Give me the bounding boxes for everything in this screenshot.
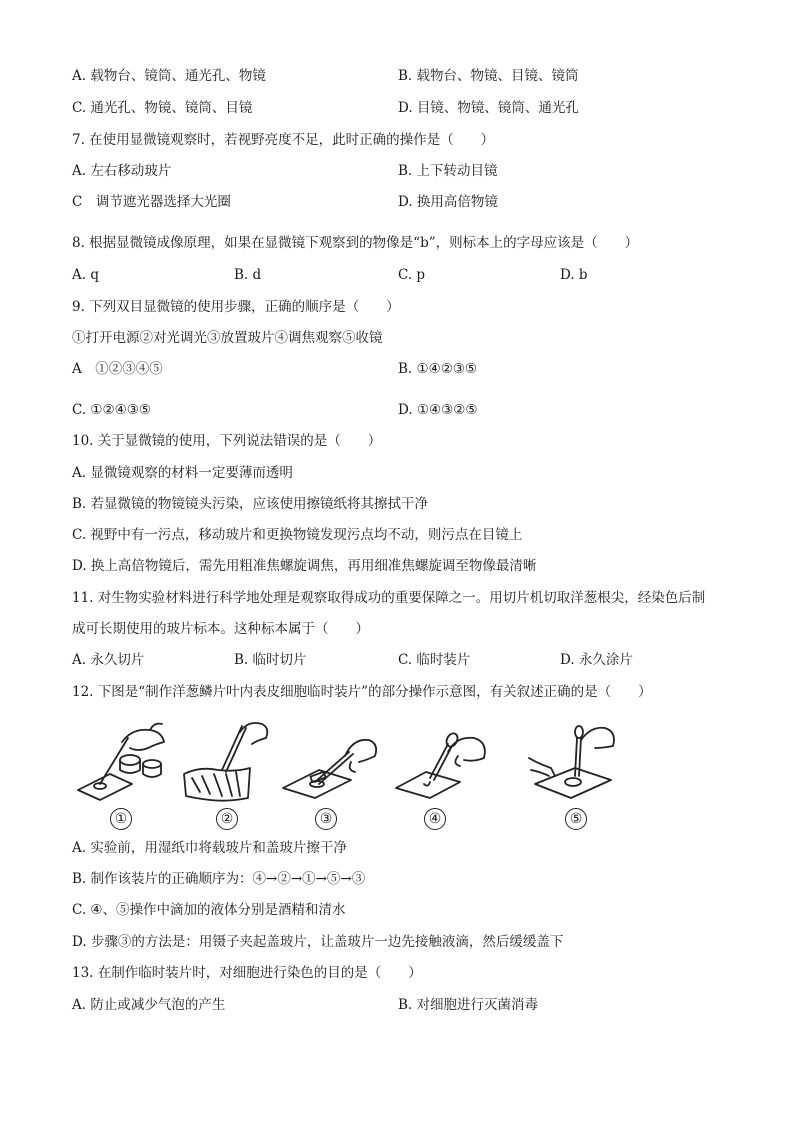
q6-option-c: C. 通光孔、物镜、镜筒、目镜: [72, 100, 253, 116]
figure-step-4: [390, 718, 500, 830]
q8-stem: 8. 根据显微镜成像原理，如果在显微镜下观察到的物像是“b”，则标本上的字母应该是（ ）: [72, 235, 639, 251]
step-number-1: ①: [110, 808, 132, 830]
q11-stem-line2: 成可长期使用的玻片标本。这种标本属于（ ）: [72, 621, 369, 637]
q7-option-a: A. 左右移动玻片: [72, 163, 172, 179]
q9-option-b: B. ①④②③⑤: [398, 361, 478, 377]
q8-option-c: C. p: [398, 267, 426, 283]
q7-stem: 7. 在使用显微镜观察时，若视野亮度不足，此时正确的操作是（ ）: [72, 132, 495, 148]
q10-option-d: D. 换上高倍物镜后，需先用粗准焦螺旋调焦，再用细准焦螺旋调至物像最清晰: [72, 558, 537, 574]
step-number-5: ⑤: [565, 808, 587, 830]
step-number-4: ④: [424, 808, 446, 830]
figure-step-1: [70, 718, 180, 830]
q12-option-a: A. 实验前，用湿纸巾将载玻片和盖玻片擦干净: [72, 840, 347, 856]
q10-option-b: B. 若显微镜的物镜镜头污染，应该使用擦镜纸将其擦拭干净: [72, 496, 429, 512]
q10-stem: 10. 关于显微镜的使用，下列说法错误的是（ ）: [72, 433, 382, 449]
q12-option-d: D. 步骤③的方法是：用镊子夹起盖玻片，让盖玻片一边先接触液滴，然后缓缓盖下: [72, 934, 564, 950]
q7-option-c: C 调节遮光器选择大光圈: [72, 194, 231, 210]
q7-option-b: B. 上下转动目镜: [398, 163, 498, 179]
q9-stem: 9. 下列双目显微镜的使用步骤，正确的顺序是（ ）: [72, 299, 400, 315]
cover-slip-illustration: [275, 718, 385, 802]
q10-option-a: A. 显微镜观察的材料一定要薄而透明: [72, 465, 293, 481]
q11-stem-line1: 11. 对生物实验材料进行科学地处理是观察取得成功的重要保障之一。用切片机切取洋葱根尖，经染色后制: [72, 590, 706, 606]
q9-steps: ①打开电源②对光调光③放置玻片④调焦观察⑤收镜: [72, 330, 383, 346]
q12-stem: 12. 下图是“制作洋葱鳞片叶内表皮细胞临时装片”的部分操作示意图，有关叙述正确的是（ ）: [72, 684, 652, 700]
onion-scale-illustration: [180, 718, 276, 802]
q6-option-a: A. 载物台、镜筒、通光孔、物镜: [72, 68, 266, 84]
q8-option-d: D. b: [560, 267, 588, 283]
q6-option-b: B. 载物台、物镜、目镜、镜筒: [398, 68, 579, 84]
q7-option-d: D. 换用高倍物镜: [398, 194, 498, 210]
q9-option-a: A ①②③④⑤: [72, 361, 163, 377]
q13-option-b: B. 对细胞进行灭菌消毒: [398, 997, 539, 1013]
q11-option-b: B. 临时切片: [234, 652, 307, 668]
figure-step-2: [180, 718, 280, 830]
q11-option-d: D. 永久涂片: [560, 652, 633, 668]
staining-illustration: [525, 718, 625, 802]
q9-option-d: D. ①④③②⑤: [398, 402, 478, 418]
q13-stem: 13. 在制作临时装片时，对细胞进行染色的目的是（ ）: [72, 965, 422, 981]
q8-option-b: B. d: [234, 267, 262, 283]
figure-step-3: [275, 718, 395, 830]
q12-figure: [70, 718, 630, 830]
q11-option-c: C. 临时装片: [398, 652, 471, 668]
q8-option-a: A. q: [72, 267, 99, 283]
dropper-illustration: [390, 718, 494, 802]
q11-option-a: A. 永久切片: [72, 652, 145, 668]
q12-option-b: B. 制作该装片的正确顺序为：④→②→①→⑤→③: [72, 871, 366, 887]
q10-option-c: C. 视野中有一污点，移动玻片和更换物镜发现污点均不动，则污点在目镜上: [72, 527, 523, 543]
q13-option-a: A. 防止或减少气泡的产生: [72, 997, 226, 1013]
step-number-3: ③: [315, 808, 337, 830]
step-number-2: ②: [216, 808, 238, 830]
slide-with-tissue-illustration: [70, 718, 170, 802]
q9-option-c: C. ①②④③⑤: [72, 402, 151, 418]
figure-step-5: [525, 718, 630, 830]
q6-option-d: D. 目镜、物镜、镜筒、通光孔: [398, 100, 579, 116]
q12-option-c: C. ④、⑤操作中滴加的液体分别是酒精和清水: [72, 902, 346, 918]
